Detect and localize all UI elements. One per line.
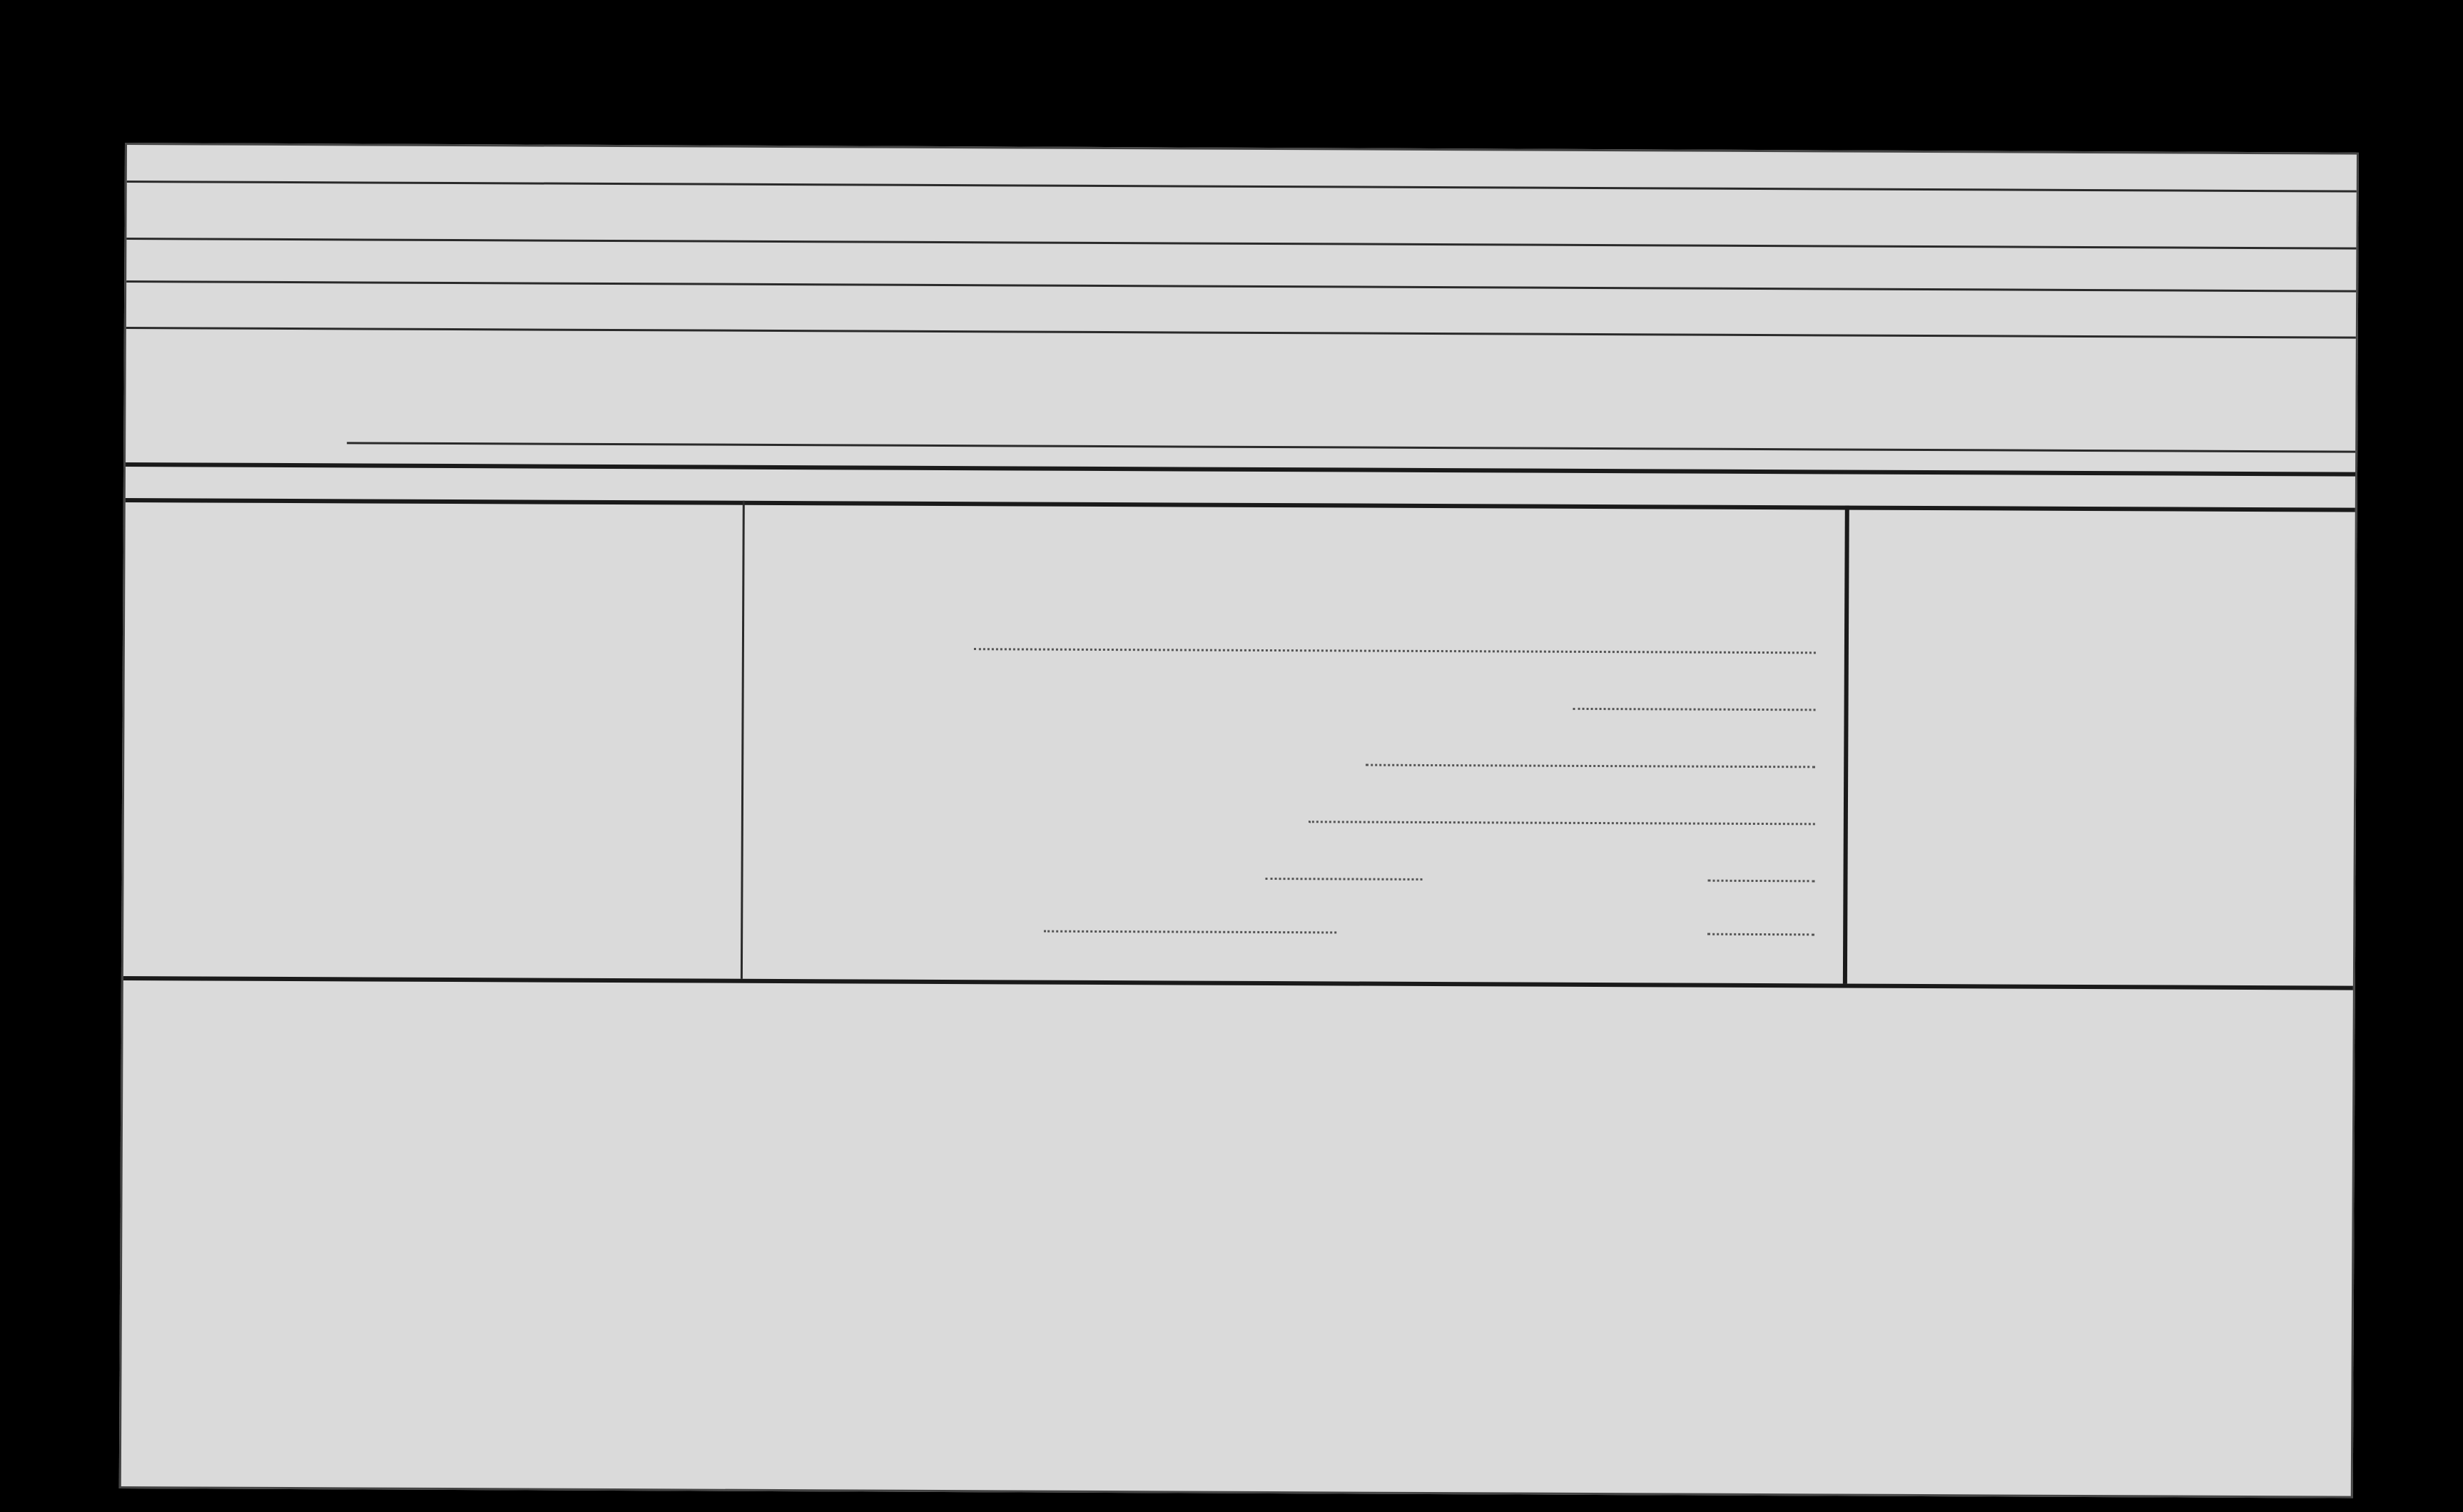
dotted-line: [974, 648, 1816, 654]
rule: [126, 280, 2356, 293]
rule: [126, 498, 2355, 512]
rule: [1843, 506, 1849, 984]
top-crop-grid: [127, 145, 2357, 155]
census-card: [119, 143, 2359, 1498]
rule: [126, 238, 2356, 250]
dotted-line: [1266, 878, 1423, 881]
rule: [347, 442, 2355, 452]
dotted-line: [1708, 880, 1815, 883]
dotted-line: [1573, 708, 1816, 711]
row-label-arend: [191, 241, 347, 242]
middle-right-block: [127, 145, 2357, 155]
bottom-lease-grid: [127, 145, 2357, 155]
rule: [123, 976, 2353, 990]
dotted-line: [1366, 764, 1815, 768]
rule: [126, 327, 2356, 339]
rule: [741, 501, 745, 979]
dotted-line: [1707, 933, 1814, 936]
dotted-line: [1309, 821, 1815, 825]
middle-left-block: [127, 145, 2357, 155]
rule: [127, 181, 2357, 193]
rule: [126, 462, 2355, 477]
dotted-line: [1044, 930, 1336, 934]
